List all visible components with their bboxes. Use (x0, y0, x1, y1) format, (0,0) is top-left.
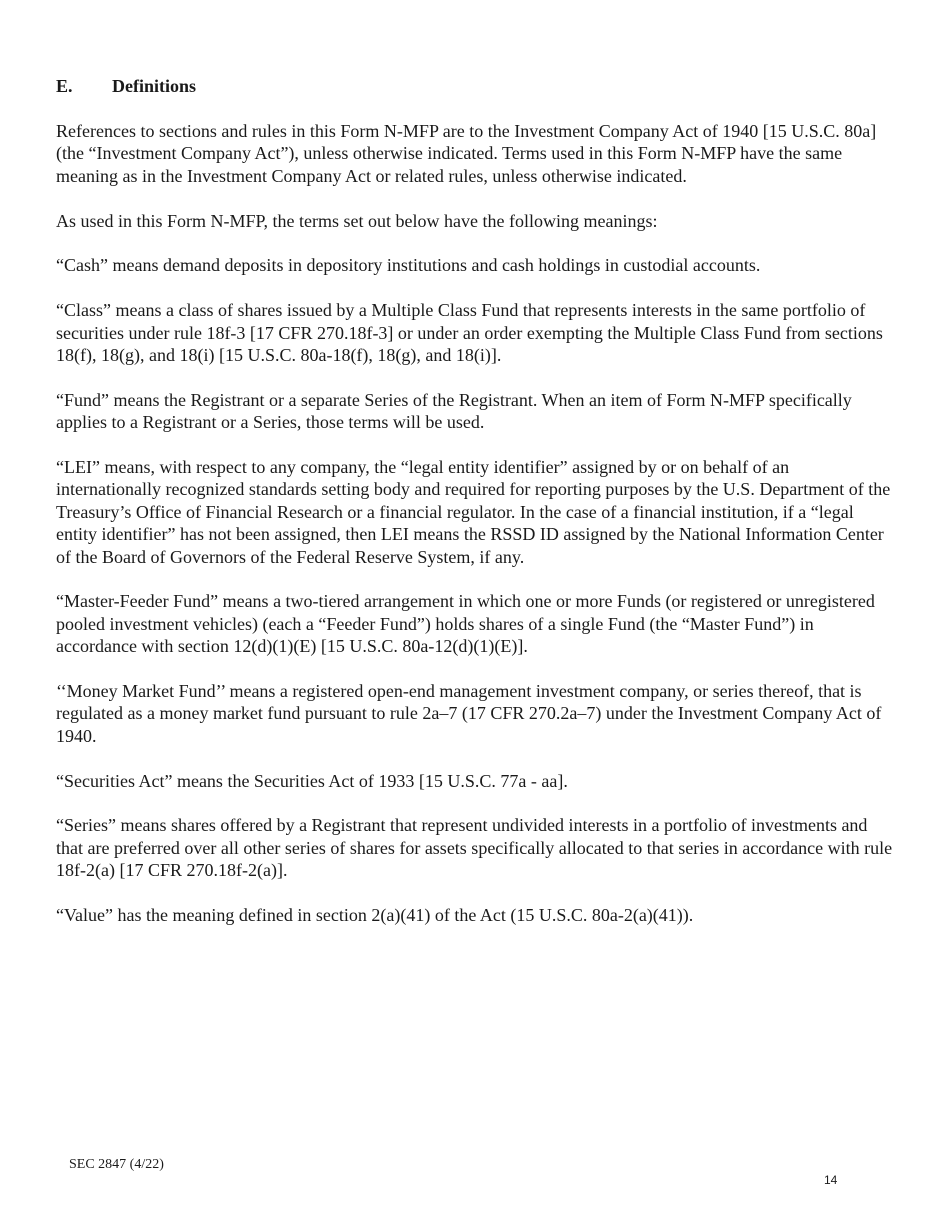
definition-money-market-fund: ‘‘Money Market Fund’’ means a registered open-end management investment company, or series thereof, that is regulated as a money market fund pursuant to rule 2a–7 (17 CFR 270.2a–7) under the Investment Company Act of 1940. (56, 681, 882, 746)
section-title: Definitions (112, 76, 197, 96)
definition-series: “Series” means shares offered by a Registrant that represent undivided interests in a portfolio of investments and that are preferred over all other series of shares for assets specifically allocated to that series in accordance with rule 18f-2(a) [17 CFR 270.18f-2(a)]. (56, 815, 893, 881)
definition-class: “Class” means a class of shares issued by a Multiple Class Fund that represents interests in the same portfolio of securities under rule 18f-3 [17 CFR 270.18f-3] or under an order exempting the Multiple Class Fund from sections 18(f), 18(g), and 18(i) [15 U.S.C. 80a-18(f), 18(g), and 18(i)]. (56, 300, 883, 366)
definition-value: “Value” has the meaning defined in section 2(a)(41) of the Act (15 U.S.C. 80a-2(a)(41)). (56, 905, 694, 926)
page-number: 14 (824, 1173, 838, 1187)
document-body (56, 74, 898, 949)
definition-cash: “Cash” means demand deposits in depository institutions and cash holdings in custodial accounts. (56, 255, 761, 276)
definition-master-feeder-fund: “Master-Feeder Fund” means a two-tiered arrangement in which one or more Funds (or registered or unregistered pooled investment vehicles) (each a “Feeder Fund”) holds shares of a single Fund (the “Master Fund”) in accordance with section 12(d)(1)(E) [15 U.S.C. 80a-12(d)(1)(E)]. (56, 591, 875, 657)
form-code: SEC 2847 (4/22) (69, 1157, 164, 1172)
definition-fund: “Fund” means the Registrant or a separate Series of the Registrant. When an item of Form N-MFP specifically applies to a Registrant or a Series, those terms will be used. (56, 389, 852, 433)
intro-paragraph: References to sections and rules in this Form N-MFP are to the Investment Company Act of 1940 [15 U.S.C. 80a] (the “Investment Company Act”), unless otherwise indicated. Terms used in this Form N-MFP have the same meaning as in the Investment Company Act or related rules, unless otherwise indicated. (56, 121, 877, 186)
section-heading (56, 74, 898, 98)
definition-securities-act: “Securities Act” means the Securities Act of 1933 [15 U.S.C. 77a - aa]. (56, 770, 568, 791)
definitions-lead-in: As used in this Form N-MFP, the terms set out below have the following meanings: (56, 210, 658, 231)
section-letter: E. (56, 76, 73, 96)
definition-lei: “LEI” means, with respect to any company, the “legal entity identifier” assigned by or on behalf of an internationally recognized standards setting body and required for reporting purposes by the U.S. Department of the Treasury’s Office of Financial Research or a financial regulator. In the case of a financial institution, if a “legal entity identifier” has not been assigned, then LEI means the RSSD ID assigned by the National Information Center of the Board of Governors of the Federal Reserve System, if any. (56, 457, 891, 567)
